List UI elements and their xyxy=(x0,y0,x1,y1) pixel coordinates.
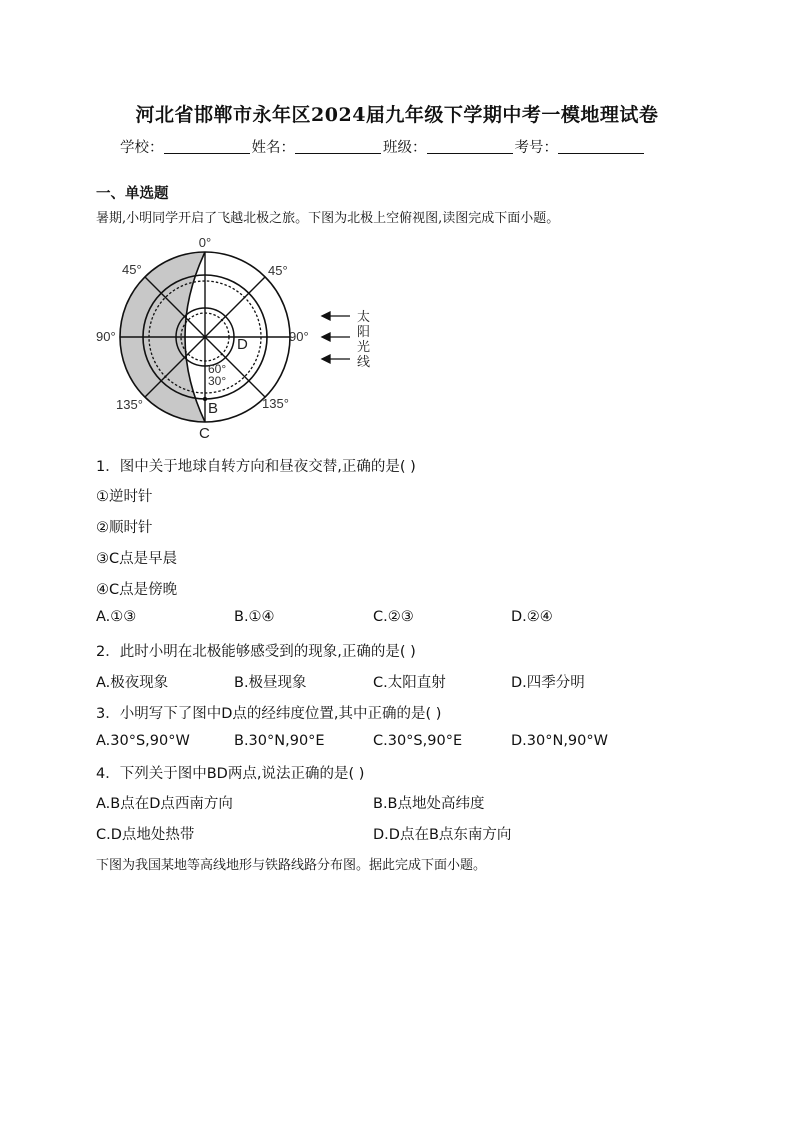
section-heading: 一、单选题 xyxy=(96,186,169,202)
label-45-right: 45° xyxy=(268,263,288,278)
q1-option-a[interactable]: A.①③ xyxy=(96,609,137,625)
label-lat-30: 30° xyxy=(208,374,227,388)
intro-text-2: 下图为我国某地等高线地形与铁路线路分布图。据此完成下面小题。 xyxy=(96,858,487,873)
north-pole-diagram xyxy=(92,232,392,442)
school-label: 学校： xyxy=(120,140,164,156)
label-45-left: 45° xyxy=(122,262,142,277)
sun-ray-arrows xyxy=(322,312,350,363)
q3-option-a[interactable]: A.30°S,90°W xyxy=(96,733,190,749)
label-lat-60: 60° xyxy=(208,362,227,376)
q3-option-c[interactable]: C.30°S,90°E xyxy=(373,733,463,749)
label-90-right: 90° xyxy=(289,329,309,344)
q1-statement-4: ④C点是傍晚 xyxy=(96,582,178,598)
q1-statement-2: ②顺时针 xyxy=(96,520,153,536)
sun-char-4: 线 xyxy=(357,355,371,370)
q2-option-a[interactable]: A.极夜现象 xyxy=(96,675,169,691)
label-point-b: B xyxy=(208,400,219,417)
intro-text-1: 暑期,小明同学开启了飞越北极之旅。下图为北极上空俯视图,读图完成下面小题。 xyxy=(96,211,560,226)
label-135-right: 135° xyxy=(262,396,289,411)
class-blank[interactable] xyxy=(427,139,513,154)
name-blank[interactable] xyxy=(295,139,381,154)
q3-option-d[interactable]: D.30°N,90°W xyxy=(511,733,608,749)
q1-option-b[interactable]: B.①④ xyxy=(234,609,275,625)
sun-char-3: 光 xyxy=(357,340,371,355)
name-label: 姓名： xyxy=(251,140,295,156)
q4-option-d[interactable]: D.D点在B点东南方向 xyxy=(373,827,512,843)
student-info-line xyxy=(120,136,646,157)
q2-option-c[interactable]: C.太阳直射 xyxy=(373,675,446,691)
label-135-left: 135° xyxy=(116,397,143,412)
school-blank[interactable] xyxy=(164,139,250,154)
q1-statement-1: ①逆时针 xyxy=(96,489,153,505)
q1-option-d[interactable]: D.②④ xyxy=(511,609,553,625)
sun-char-1: 太 xyxy=(357,310,371,325)
question-1-stem: 1．图中关于地球自转方向和昼夜交替,正确的是( ) xyxy=(96,459,416,475)
label-90-left: 90° xyxy=(96,329,116,344)
q3-option-b[interactable]: B.30°N,90°E xyxy=(234,733,325,749)
sun-char-2: 阳 xyxy=(357,325,371,340)
q1-statement-3: ③C点是早晨 xyxy=(96,551,178,567)
q4-option-b[interactable]: B.B点地处高纬度 xyxy=(373,796,485,812)
question-3-stem: 3．小明写下了图中D点的经纬度位置,其中正确的是( ) xyxy=(96,706,442,722)
label-point-c: C xyxy=(199,425,210,442)
number-blank[interactable] xyxy=(558,139,644,154)
class-label: 班级： xyxy=(383,140,427,156)
number-label: 考号： xyxy=(514,140,558,156)
q1-option-c[interactable]: C.②③ xyxy=(373,609,414,625)
label-0: 0° xyxy=(198,235,212,250)
q4-option-a[interactable]: A.B点在D点西南方向 xyxy=(96,796,233,812)
point-b-dot xyxy=(203,397,207,401)
q4-option-c[interactable]: C.D点地处热带 xyxy=(96,827,195,843)
question-4-stem: 4．下列关于图中BD两点,说法正确的是( ) xyxy=(96,766,365,782)
label-point-d: D xyxy=(237,336,248,353)
question-2-stem: 2．此时小明在北极能够感受到的现象,正确的是( ) xyxy=(96,644,416,660)
q2-option-d[interactable]: D.四季分明 xyxy=(511,675,585,691)
q2-option-b[interactable]: B.极昼现象 xyxy=(234,675,307,691)
page-title: 河北省邯郸市永年区2024届九年级下学期中考一模地理试卷 xyxy=(135,104,659,126)
